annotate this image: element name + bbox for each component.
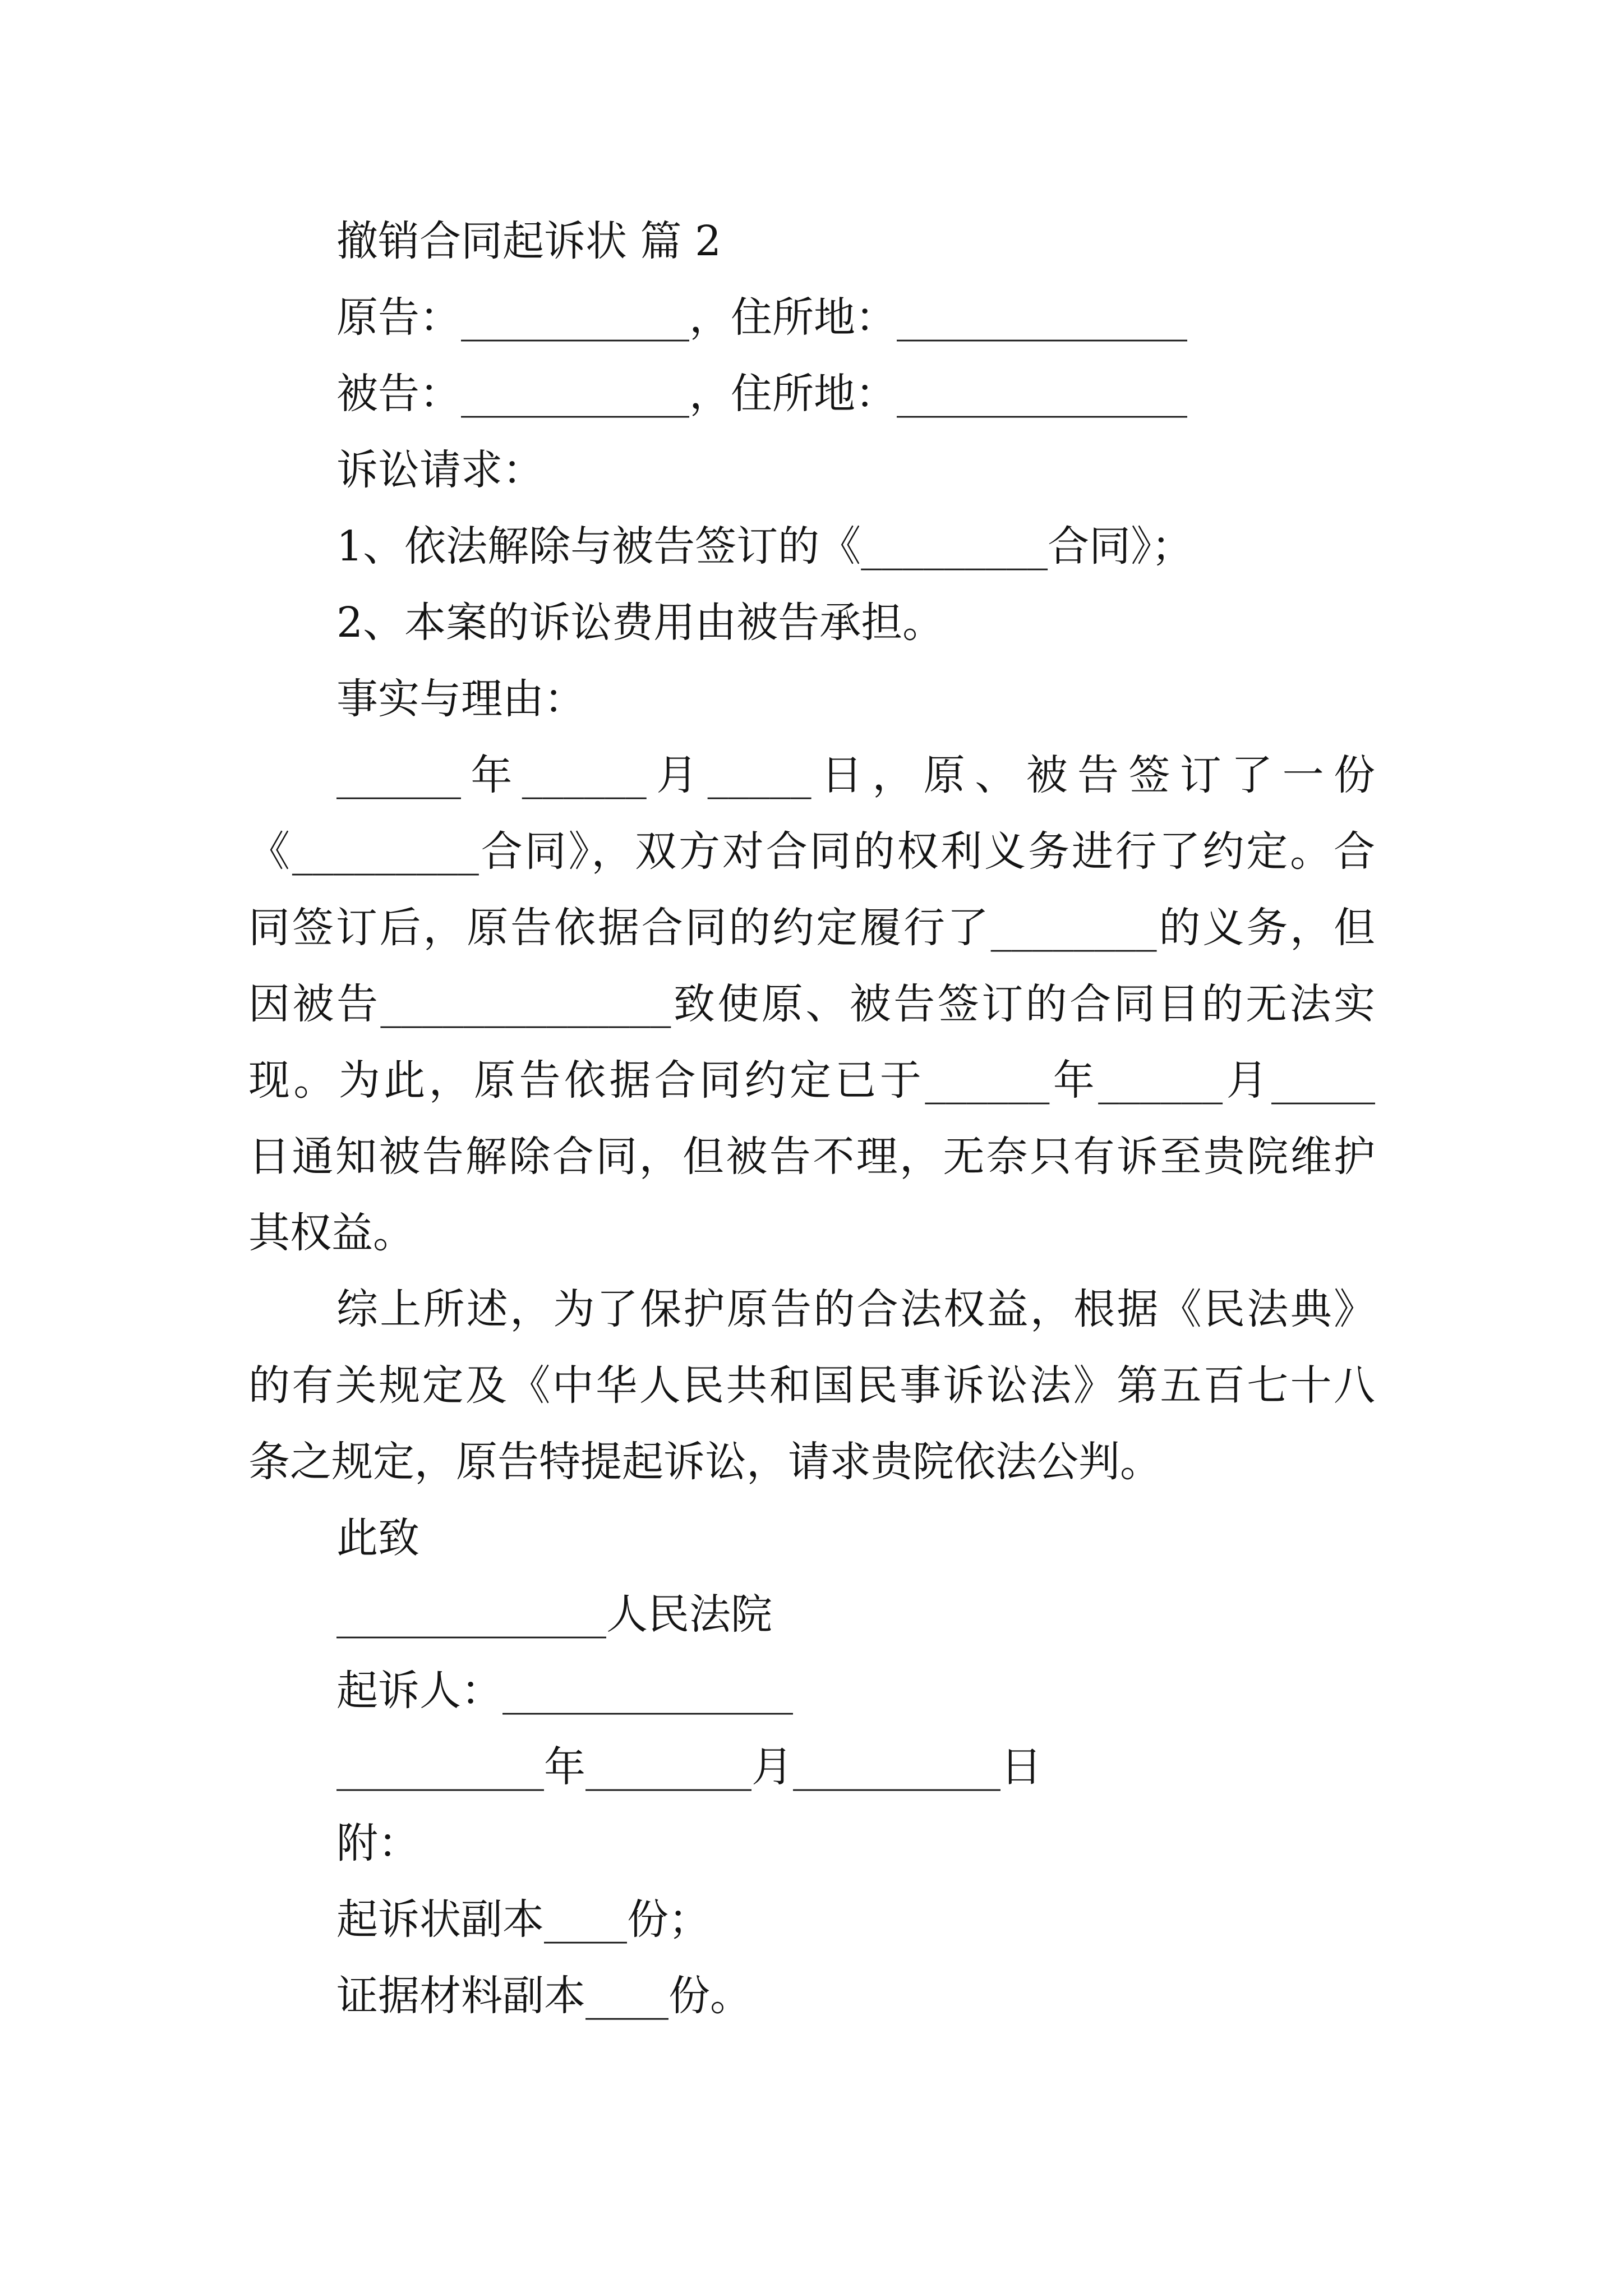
facts-paragraph1-line: 日通知被告解除合同，但被告不理，无奈只有诉至贵院维护 <box>248 1133 1375 1181</box>
facts-paragraph2-line: 的有关规定及《中华人民共和国民事诉讼法》第五百七十八 <box>248 1361 1375 1410</box>
closing-salutation: 此致 <box>336 1514 419 1562</box>
closing-court: _____________人民法院 <box>336 1590 772 1639</box>
facts-paragraph2-line: 综上所述，为了保护原告的合法权益，根据《民法典》 <box>336 1285 1375 1333</box>
attachments-heading: 附： <box>336 1819 419 1867</box>
facts-paragraph1-line: 其权益。 <box>248 1209 414 1257</box>
closing-signature: 起诉人：______________ <box>336 1667 793 1715</box>
facts-paragraph2-line: 条之规定，原告特提起诉讼，请求贵院依法公判。 <box>248 1438 1161 1486</box>
attachment-item: 起诉状副本____份； <box>336 1895 710 1944</box>
attachment-item: 证据材料副本____份。 <box>336 1972 751 2020</box>
facts-paragraph1-line: 《_________合同》，双方对合同的权利义务进行了约定。合 <box>248 827 1375 876</box>
facts-paragraph1-line: 现。为此，原告依据合同约定已于______年______月_____ <box>248 1056 1375 1105</box>
facts-paragraph1-line: ______年______月_____日，原、被告签订了一份 <box>336 751 1375 799</box>
facts-paragraph1-line: 同签订后，原告依据合同的约定履行了________的义务，但 <box>248 904 1375 952</box>
facts-heading: 事实与理由： <box>336 675 585 723</box>
facts-paragraph1-line: 因被告______________致使原、被告签订的合同目的无法实 <box>248 980 1375 1028</box>
plaintiff-line: 原告：___________，住所地：______________ <box>336 293 1187 342</box>
closing-date: __________年________月__________日 <box>336 1743 1042 1791</box>
document-page <box>248 203 1375 2034</box>
claim-item: 1、依法解除与被告签订的《_________合同》； <box>336 522 1193 570</box>
document-title: 撤销合同起诉状 篇 2 <box>336 217 722 265</box>
claim-item: 2、本案的诉讼费用由被告承担。 <box>336 599 944 647</box>
defendant-line: 被告：___________，住所地：______________ <box>336 370 1187 418</box>
claims-heading: 诉讼请求： <box>336 446 544 494</box>
